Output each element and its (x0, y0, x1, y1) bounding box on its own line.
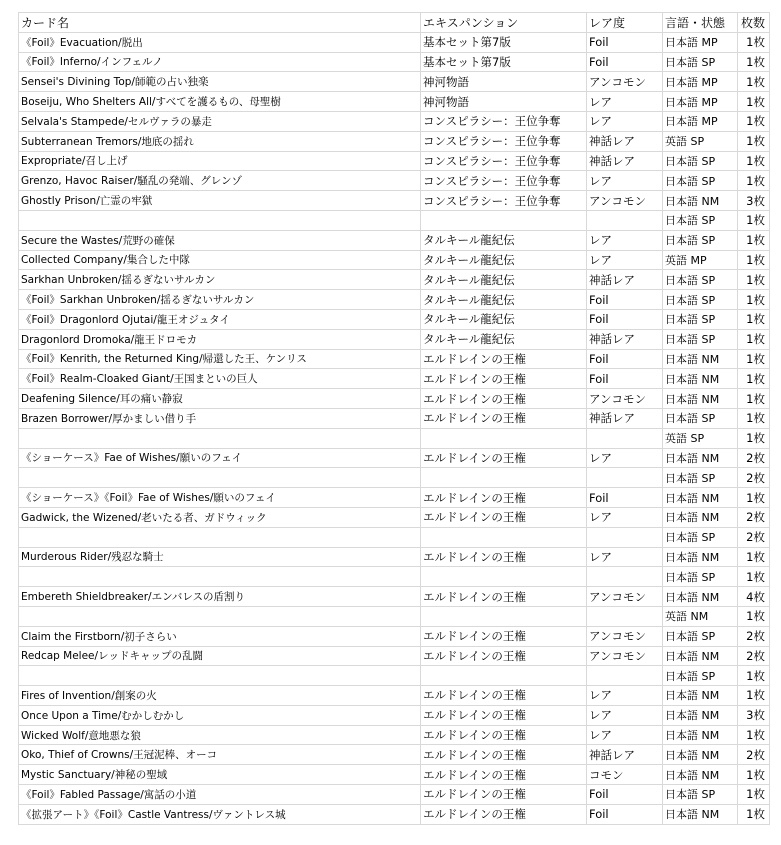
cell-language-condition[interactable]: 日本語 SP (663, 329, 738, 349)
cell-quantity[interactable]: 1枚 (738, 111, 770, 131)
table-row (19, 686, 770, 706)
cell-rarity[interactable] (587, 428, 663, 448)
cell-expansion[interactable]: タルキール龍紀伝 (421, 270, 587, 290)
cell-rarity[interactable]: レア (587, 725, 663, 745)
cell-language-condition[interactable]: 日本語 SP (663, 468, 738, 488)
cell-rarity[interactable]: アンコモン (587, 626, 663, 646)
table-row (19, 567, 770, 587)
cell-card-name[interactable]: Wicked Wolf/意地悪な狼 (19, 725, 421, 745)
cell-card-name[interactable] (19, 666, 421, 686)
table-row (19, 428, 770, 448)
cell-card-name[interactable]: Murderous Rider/残忍な騎士 (19, 547, 421, 567)
cell-expansion[interactable]: エルドレインの王権 (421, 587, 587, 607)
cell-rarity[interactable]: Foil (587, 785, 663, 805)
cell-quantity[interactable]: 1枚 (738, 290, 770, 310)
table-row (19, 527, 770, 547)
table-row (19, 131, 770, 151)
cell-quantity[interactable]: 1枚 (738, 804, 770, 824)
cell-expansion[interactable]: エルドレインの王権 (421, 488, 587, 508)
cell-language-condition[interactable]: 日本語 SP (663, 230, 738, 250)
cell-language-condition[interactable]: 日本語 SP (663, 309, 738, 329)
table-row (19, 468, 770, 488)
cell-language-condition[interactable]: 日本語 NM (663, 349, 738, 369)
table-row (19, 230, 770, 250)
cell-card-name[interactable]: Ghostly Prison/亡霊の牢獄 (19, 191, 421, 211)
table-row (19, 626, 770, 646)
cell-language-condition[interactable]: 日本語 NM (663, 507, 738, 527)
cell-quantity[interactable]: 1枚 (738, 270, 770, 290)
cell-rarity[interactable]: 神話レア (587, 131, 663, 151)
table-row (19, 349, 770, 369)
cell-quantity[interactable]: 1枚 (738, 151, 770, 171)
cell-expansion[interactable]: コンスピラシー：王位争奪 (421, 171, 587, 191)
cell-rarity[interactable]: Foil (587, 369, 663, 389)
cell-language-condition[interactable]: 日本語 MP (663, 72, 738, 92)
header-expansion[interactable]: エキスパンション (421, 13, 587, 33)
cell-expansion[interactable]: エルドレインの王権 (421, 705, 587, 725)
cell-language-condition[interactable]: 日本語 MP (663, 111, 738, 131)
header-row (19, 13, 770, 33)
cell-card-name[interactable]: Brazen Borrower/厚かましい借り手 (19, 408, 421, 428)
cell-card-name[interactable]: Dragonlord Dromoka/龍王ドロモカ (19, 329, 421, 349)
card-inventory-table (18, 12, 770, 825)
cell-rarity[interactable] (587, 468, 663, 488)
cell-rarity[interactable]: Foil (587, 804, 663, 824)
cell-quantity[interactable]: 1枚 (738, 725, 770, 745)
cell-card-name[interactable]: 《Foil》Kenrith, the Returned King/帰還した王、ケンリス (19, 349, 421, 369)
cell-quantity[interactable]: 1枚 (738, 488, 770, 508)
table-row (19, 72, 770, 92)
cell-rarity[interactable] (587, 567, 663, 587)
cell-expansion[interactable]: エルドレインの王権 (421, 408, 587, 428)
cell-expansion[interactable] (421, 210, 587, 230)
table-row (19, 705, 770, 725)
cell-rarity[interactable]: Foil (587, 488, 663, 508)
cell-expansion[interactable]: 基本セット第7版 (421, 32, 587, 52)
cell-card-name[interactable]: Once Upon a Time/むかしむかし (19, 705, 421, 725)
cell-rarity[interactable]: 神話レア (587, 270, 663, 290)
cell-expansion[interactable]: エルドレインの王権 (421, 389, 587, 409)
cell-card-name[interactable]: Claim the Firstborn/初子さらい (19, 626, 421, 646)
table-row (19, 804, 770, 824)
table-row (19, 32, 770, 52)
cell-rarity[interactable]: レア (587, 230, 663, 250)
header-language-condition[interactable]: 言語・状態 (663, 13, 738, 33)
cell-card-name[interactable]: Sarkhan Unbroken/揺るぎないサルカン (19, 270, 421, 290)
cell-quantity[interactable]: 1枚 (738, 72, 770, 92)
cell-language-condition[interactable]: 日本語 SP (663, 210, 738, 230)
cell-expansion[interactable]: コンスピラシー：王位争奪 (421, 111, 587, 131)
cell-rarity[interactable]: レア (587, 250, 663, 270)
cell-expansion[interactable]: エルドレインの王権 (421, 686, 587, 706)
cell-language-condition[interactable]: 日本語 NM (663, 705, 738, 725)
cell-card-name[interactable]: Secure the Wastes/荒野の確保 (19, 230, 421, 250)
table-row (19, 745, 770, 765)
cell-card-name[interactable]: Collected Company/集合した中隊 (19, 250, 421, 270)
cell-expansion[interactable]: エルドレインの王権 (421, 448, 587, 468)
cell-quantity[interactable]: 2枚 (738, 507, 770, 527)
cell-rarity[interactable]: レア (587, 507, 663, 527)
cell-rarity[interactable]: 神話レア (587, 329, 663, 349)
cell-card-name[interactable]: Subterranean Tremors/地底の揺れ (19, 131, 421, 151)
cell-language-condition[interactable]: 日本語 NM (663, 745, 738, 765)
cell-quantity[interactable]: 1枚 (738, 349, 770, 369)
cell-language-condition[interactable]: 日本語 NM (663, 804, 738, 824)
cell-language-condition[interactable]: 日本語 SP (663, 785, 738, 805)
cell-language-condition[interactable]: 英語 MP (663, 250, 738, 270)
cell-expansion[interactable]: エルドレインの王権 (421, 507, 587, 527)
cell-card-name[interactable]: Embereth Shieldbreaker/エンバレスの盾割り (19, 587, 421, 607)
cell-expansion[interactable]: エルドレインの王権 (421, 804, 587, 824)
cell-rarity[interactable]: Foil (587, 52, 663, 72)
cell-rarity[interactable]: レア (587, 705, 663, 725)
cell-rarity[interactable]: 神話レア (587, 745, 663, 765)
cell-language-condition[interactable]: 日本語 NM (663, 686, 738, 706)
table-row (19, 111, 770, 131)
header-card-name[interactable]: カード名 (19, 13, 421, 33)
cell-language-condition[interactable]: 日本語 NM (663, 448, 738, 468)
cell-language-condition[interactable]: 日本語 SP (663, 567, 738, 587)
table-row (19, 666, 770, 686)
cell-rarity[interactable]: レア (587, 171, 663, 191)
table-row (19, 408, 770, 428)
cell-card-name[interactable]: Fires of Invention/創案の火 (19, 686, 421, 706)
cell-expansion[interactable]: コンスピラシー：王位争奪 (421, 151, 587, 171)
cell-card-name[interactable]: Grenzo, Havoc Raiser/騒乱の発端、グレンゾ (19, 171, 421, 191)
cell-rarity[interactable]: アンコモン (587, 587, 663, 607)
cell-rarity[interactable]: レア (587, 448, 663, 468)
cell-quantity[interactable]: 4枚 (738, 587, 770, 607)
table-row (19, 309, 770, 329)
cell-expansion[interactable]: エルドレインの王権 (421, 626, 587, 646)
table-row (19, 210, 770, 230)
cell-card-name[interactable] (19, 428, 421, 448)
cell-quantity[interactable]: 1枚 (738, 210, 770, 230)
cell-quantity[interactable]: 1枚 (738, 230, 770, 250)
cell-card-name[interactable]: Sensei's Divining Top/師範の占い独楽 (19, 72, 421, 92)
cell-rarity[interactable]: アンコモン (587, 72, 663, 92)
cell-quantity[interactable]: 1枚 (738, 32, 770, 52)
cell-quantity[interactable]: 2枚 (738, 626, 770, 646)
table-row (19, 92, 770, 112)
cell-language-condition[interactable]: 日本語 NM (663, 191, 738, 211)
cell-rarity[interactable]: アンコモン (587, 191, 663, 211)
cell-quantity[interactable]: 2枚 (738, 468, 770, 488)
cell-quantity[interactable]: 1枚 (738, 92, 770, 112)
cell-expansion[interactable]: エルドレインの王権 (421, 745, 587, 765)
cell-language-condition[interactable]: 日本語 SP (663, 290, 738, 310)
cell-language-condition[interactable]: 英語 NM (663, 606, 738, 626)
cell-rarity[interactable]: レア (587, 92, 663, 112)
cell-quantity[interactable]: 1枚 (738, 765, 770, 785)
cell-language-condition[interactable]: 日本語 NM (663, 369, 738, 389)
cell-card-name[interactable]: Deafening Silence/耳の痛い静寂 (19, 389, 421, 409)
table-row (19, 250, 770, 270)
cell-language-condition[interactable]: 日本語 NM (663, 725, 738, 745)
cell-language-condition[interactable]: 日本語 SP (663, 171, 738, 191)
cell-rarity[interactable]: Foil (587, 309, 663, 329)
cell-language-condition[interactable]: 日本語 MP (663, 92, 738, 112)
cell-card-name[interactable] (19, 468, 421, 488)
table-row (19, 389, 770, 409)
cell-quantity[interactable]: 1枚 (738, 369, 770, 389)
cell-rarity[interactable]: アンコモン (587, 646, 663, 666)
cell-language-condition[interactable]: 日本語 MP (663, 32, 738, 52)
table-row (19, 547, 770, 567)
cell-card-name[interactable]: Expropriate/召し上げ (19, 151, 421, 171)
cell-expansion[interactable]: エルドレインの王権 (421, 646, 587, 666)
cell-quantity[interactable]: 1枚 (738, 785, 770, 805)
cell-language-condition[interactable]: 日本語 NM (663, 488, 738, 508)
cell-expansion[interactable]: コンスピラシー：王位争奪 (421, 131, 587, 151)
cell-card-name[interactable]: 《Foil》Realm-Cloaked Giant/王国まといの巨人 (19, 369, 421, 389)
cell-card-name[interactable]: 《Foil》Sarkhan Unbroken/揺るぎないサルカン (19, 290, 421, 310)
cell-card-name[interactable]: 《Foil》Dragonlord Ojutai/龍王オジュタイ (19, 309, 421, 329)
cell-quantity[interactable]: 2枚 (738, 745, 770, 765)
cell-rarity[interactable]: Foil (587, 290, 663, 310)
table-row (19, 606, 770, 626)
table-row (19, 171, 770, 191)
cell-quantity[interactable]: 2枚 (738, 646, 770, 666)
cell-quantity[interactable]: 1枚 (738, 567, 770, 587)
table-row (19, 448, 770, 468)
cell-card-name[interactable]: 《ショーケース》Fae of Wishes/願いのフェイ (19, 448, 421, 468)
header-rarity[interactable]: レア度 (587, 13, 663, 33)
cell-language-condition[interactable]: 英語 SP (663, 428, 738, 448)
cell-language-condition[interactable]: 日本語 NM (663, 587, 738, 607)
cell-language-condition[interactable]: 日本語 SP (663, 151, 738, 171)
cell-quantity[interactable]: 3枚 (738, 705, 770, 725)
cell-quantity[interactable]: 1枚 (738, 686, 770, 706)
cell-expansion[interactable]: エルドレインの王権 (421, 349, 587, 369)
cell-card-name[interactable] (19, 210, 421, 230)
cell-card-name[interactable]: 《ショーケース》《Foil》Fae of Wishes/願いのフェイ (19, 488, 421, 508)
cell-expansion[interactable]: コンスピラシー：王位争奪 (421, 191, 587, 211)
cell-rarity[interactable]: Foil (587, 349, 663, 369)
cell-expansion[interactable]: タルキール龍紀伝 (421, 329, 587, 349)
cell-expansion[interactable] (421, 468, 587, 488)
cell-expansion[interactable] (421, 527, 587, 547)
cell-rarity[interactable] (587, 527, 663, 547)
table-row (19, 765, 770, 785)
cell-card-name[interactable]: Boseiju, Who Shelters All/すべてを護るもの、母聖樹 (19, 92, 421, 112)
cell-card-name[interactable]: 《Foil》Fabled Passage/寓話の小道 (19, 785, 421, 805)
cell-card-name[interactable]: Oko, Thief of Crowns/王冠泥棒、オーコ (19, 745, 421, 765)
header-quantity[interactable]: 枚数 (738, 13, 770, 33)
table-row (19, 52, 770, 72)
table-row (19, 270, 770, 290)
cell-quantity[interactable]: 1枚 (738, 329, 770, 349)
cell-quantity[interactable]: 1枚 (738, 666, 770, 686)
table-row (19, 290, 770, 310)
cell-expansion[interactable]: エルドレインの王権 (421, 725, 587, 745)
table-row (19, 725, 770, 745)
cell-rarity[interactable]: レア (587, 686, 663, 706)
table-row (19, 369, 770, 389)
cell-quantity[interactable]: 1枚 (738, 428, 770, 448)
table-row (19, 151, 770, 171)
cell-expansion[interactable]: タルキール龍紀伝 (421, 250, 587, 270)
table-row (19, 191, 770, 211)
cell-language-condition[interactable]: 日本語 NM (663, 765, 738, 785)
cell-rarity[interactable]: 神話レア (587, 151, 663, 171)
cell-rarity[interactable]: レア (587, 111, 663, 131)
cell-card-name[interactable]: 《Foil》Inferno/インフェルノ (19, 52, 421, 72)
cell-expansion[interactable]: 神河物語 (421, 72, 587, 92)
cell-language-condition[interactable]: 日本語 NM (663, 547, 738, 567)
cell-expansion[interactable] (421, 666, 587, 686)
cell-rarity[interactable]: コモン (587, 765, 663, 785)
cell-expansion[interactable] (421, 567, 587, 587)
cell-expansion[interactable]: タルキール龍紀伝 (421, 230, 587, 250)
cell-language-condition[interactable]: 日本語 SP (663, 666, 738, 686)
cell-card-name[interactable]: Gadwick, the Wizened/老いたる者、ガドウィック (19, 507, 421, 527)
cell-language-condition[interactable]: 日本語 NM (663, 389, 738, 409)
cell-rarity[interactable]: レア (587, 547, 663, 567)
cell-quantity[interactable]: 2枚 (738, 448, 770, 468)
cell-quantity[interactable]: 1枚 (738, 131, 770, 151)
cell-card-name[interactable]: 《Foil》Evacuation/脱出 (19, 32, 421, 52)
cell-expansion[interactable]: エルドレインの王権 (421, 785, 587, 805)
cell-quantity[interactable]: 1枚 (738, 309, 770, 329)
cell-language-condition[interactable]: 日本語 NM (663, 646, 738, 666)
table-row (19, 646, 770, 666)
cell-rarity[interactable]: 神話レア (587, 408, 663, 428)
cell-card-name[interactable] (19, 527, 421, 547)
cell-expansion[interactable] (421, 606, 587, 626)
cell-rarity[interactable]: アンコモン (587, 389, 663, 409)
cell-quantity[interactable]: 1枚 (738, 171, 770, 191)
cell-card-name[interactable]: Selvala's Stampede/セルヴァラの暴走 (19, 111, 421, 131)
cell-rarity[interactable] (587, 666, 663, 686)
cell-quantity[interactable]: 1枚 (738, 408, 770, 428)
cell-expansion[interactable]: エルドレインの王権 (421, 547, 587, 567)
cell-expansion[interactable]: タルキール龍紀伝 (421, 309, 587, 329)
cell-quantity[interactable]: 1枚 (738, 52, 770, 72)
cell-language-condition[interactable]: 日本語 SP (663, 52, 738, 72)
cell-quantity[interactable]: 1枚 (738, 250, 770, 270)
cell-language-condition[interactable]: 英語 SP (663, 131, 738, 151)
cell-expansion[interactable]: エルドレインの王権 (421, 765, 587, 785)
cell-language-condition[interactable]: 日本語 SP (663, 527, 738, 547)
cell-card-name[interactable]: 《拡張アート》《Foil》Castle Vantress/ヴァントレス城 (19, 804, 421, 824)
cell-language-condition[interactable]: 日本語 SP (663, 626, 738, 646)
cell-expansion[interactable]: 神河物語 (421, 92, 587, 112)
cell-language-condition[interactable]: 日本語 SP (663, 270, 738, 290)
cell-expansion[interactable]: 基本セット第7版 (421, 52, 587, 72)
cell-expansion[interactable]: タルキール龍紀伝 (421, 290, 587, 310)
cell-expansion[interactable] (421, 428, 587, 448)
table-row (19, 329, 770, 349)
cell-rarity[interactable]: Foil (587, 32, 663, 52)
table-row (19, 488, 770, 508)
cell-card-name[interactable] (19, 567, 421, 587)
cell-card-name[interactable]: Redcap Melee/レッドキャップの乱闘 (19, 646, 421, 666)
cell-language-condition[interactable]: 日本語 SP (663, 408, 738, 428)
table-row (19, 587, 770, 607)
cell-quantity[interactable]: 3枚 (738, 191, 770, 211)
cell-card-name[interactable]: Mystic Sanctuary/神秘の聖域 (19, 765, 421, 785)
cell-quantity[interactable]: 1枚 (738, 547, 770, 567)
cell-quantity[interactable]: 1枚 (738, 606, 770, 626)
table-row (19, 507, 770, 527)
cell-rarity[interactable] (587, 606, 663, 626)
cell-quantity[interactable]: 1枚 (738, 389, 770, 409)
table-row (19, 785, 770, 805)
cell-card-name[interactable] (19, 606, 421, 626)
cell-quantity[interactable]: 2枚 (738, 527, 770, 547)
cell-rarity[interactable] (587, 210, 663, 230)
cell-expansion[interactable]: エルドレインの王権 (421, 369, 587, 389)
